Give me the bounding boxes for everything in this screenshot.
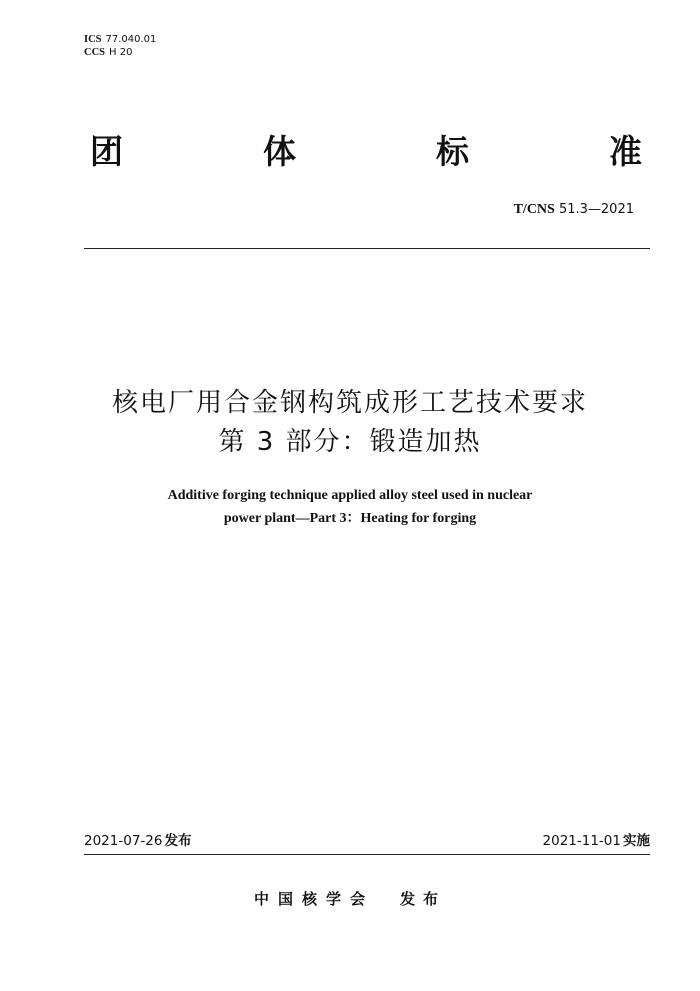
standard-code [514, 202, 634, 218]
publish-date-value: 2021-07-26 [84, 833, 163, 849]
ccs-value: H 20 [109, 47, 133, 58]
title-en-line2: power plant—Part 3：Heating for forging [223, 511, 477, 526]
standard-type-char: 团 [90, 132, 123, 171]
ccs-code [84, 46, 156, 59]
standard-type-char: 准 [609, 132, 642, 171]
publisher [0, 888, 700, 910]
publisher-org: 中国核学会 [253, 890, 374, 908]
implement-date-label: 实施 [623, 833, 650, 849]
title-cn-line2: 第 3 部分：锻造加热 [218, 427, 482, 457]
title-cn-line1: 核电厂用合金钢构筑成形工艺技术要求 [111, 388, 588, 418]
implement-date [543, 832, 650, 850]
standard-code-number: 51.3—2021 [558, 202, 634, 217]
publish-date [84, 832, 191, 850]
classification-codes [84, 33, 156, 59]
standard-code-prefix: T/CNS [513, 202, 555, 217]
ics-label: ICS [84, 34, 102, 45]
implement-date-value: 2021-11-01 [542, 833, 621, 849]
standard-type-char: 标 [436, 132, 469, 171]
top-divider [84, 248, 650, 249]
publisher-label: 发布 [400, 890, 447, 908]
title-en-line1: Additive forging technique applied alloy steel used in nuclear [167, 488, 533, 503]
ccs-label: CCS [84, 47, 106, 58]
standard-type-heading [90, 132, 642, 172]
ics-code [84, 33, 156, 46]
bottom-divider [84, 854, 650, 855]
standard-type-char: 体 [263, 132, 296, 171]
publish-date-label: 发布 [164, 833, 192, 849]
ics-value: 77.040.01 [105, 34, 157, 45]
